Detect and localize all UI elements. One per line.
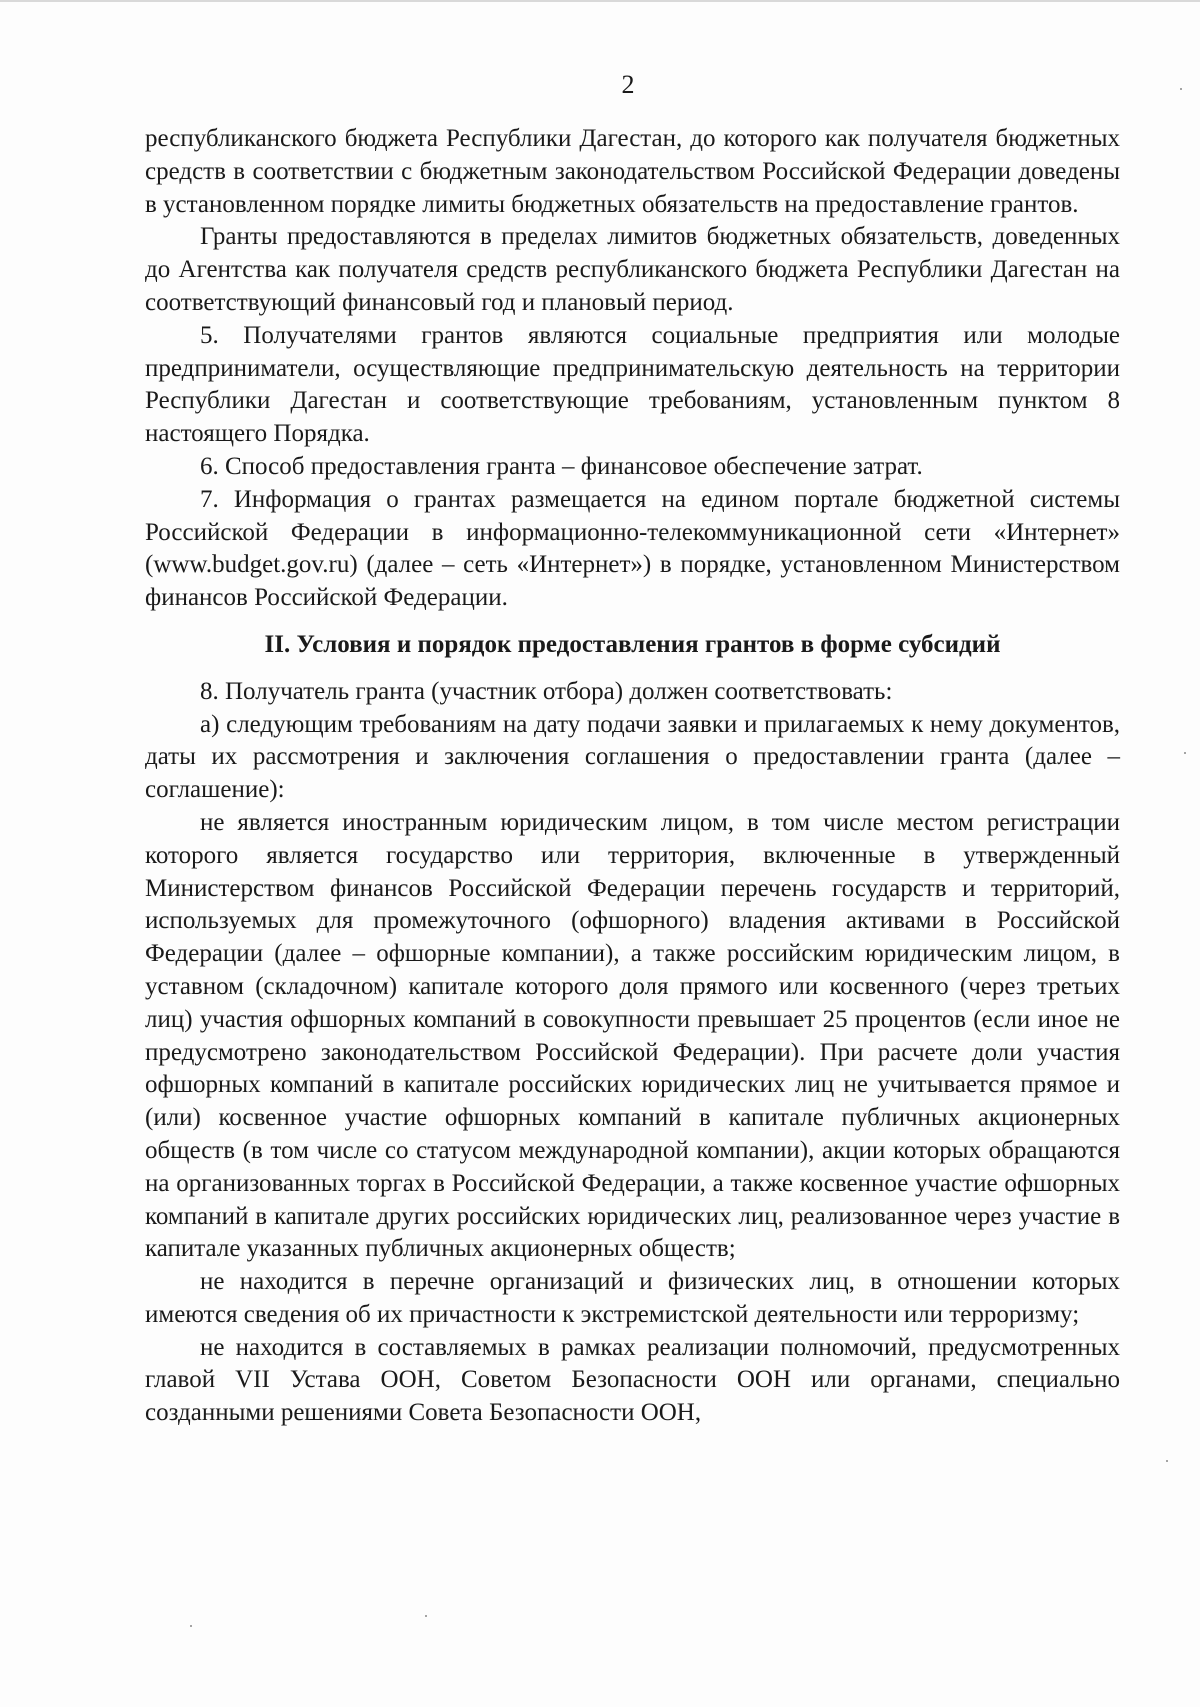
- paragraph: Гранты предоставляются в пределах лимитов бюджетных обязательств, доведенных до Агентства как получателя средств республиканского бюджета Республики Дагестан на соответствующий финансовый год и плановый период.: [145, 223, 1120, 316]
- section-heading: II. Условия и порядок предоставления грантов в форме субсидий: [264, 630, 1001, 658]
- requirement-paragraph: не находится в перечне организаций и физических лиц, в отношении которых имеются сведения об их причастности к экстремистской деятельности или терроризму;: [145, 1268, 1120, 1328]
- requirement-paragraph: не является иностранным юридическим лицом, в том числе местом регистрации которого является государство или территория, включенные в утвержденный Министерством финансов Российской Федерации перечень государств и территорий, используемых для промежуточного (офшорного) владения активами в Российской Федерации (далее – офшорные компании), а также российским юридическим лицом, в уставном (складочном) капитале которого доля прямого или косвенного (через третьих лиц) участия офшорных компаний в совокупности превышает 25 процентов (если иное не предусмотрено законодательством Российской Федерации). При расчете доли участия офшорных компаний в капитале российских юридических лиц не учитывается прямое и (или) косвенное участие офшорных компаний в капитале публичных акционерных обществ (в том числе со статусом международной компании), акции которых обращаются на организованных торгах в Российской Федерации, а также косвенное участие офшорных компаний в капитале других российских юридических лиц, реализованное через участие в капитале указанных публичных акционерных обществ;: [145, 808, 1120, 1263]
- scan-speck: [190, 1625, 192, 1627]
- scan-speck: [1166, 1460, 1168, 1462]
- page-number: 2: [621, 70, 635, 99]
- paragraph-item-8: 8. Получатель гранта (участник отбора) должен соответствовать:: [200, 677, 893, 705]
- paragraph-item-7: 7. Информация о грантах размещается на едином портале бюджетной системы Российской Федерации в информационно-телекоммуникационной сети «Интернет» (www.budget.gov.ru) (далее – сеть «Интернет») в порядке, установленном Министерством финансов Российской Федерации.: [145, 485, 1120, 612]
- scan-speck: [1184, 752, 1186, 754]
- scan-speck: [425, 1615, 427, 1617]
- document-body: [145, 123, 1120, 1430]
- scan-edge-line: [0, 0, 1200, 2]
- scan-speck: [1180, 88, 1182, 90]
- paragraph-subitem-a: а) следующим требованиям на дату подачи заявки и прилагаемых к нему документов, даты их рассмотрения и заключения соглашения о предоставлении гранта (далее – соглашение):: [145, 710, 1120, 804]
- paragraph-item-5: 5. Получателями грантов являются социальные предприятия или молодые предприниматели, осуществляющие предпринимательскую деятельность на территории Республики Дагестан и соответствующие требованиям, установленным пунктом 8 настоящего Порядка.: [145, 321, 1120, 448]
- paragraph: республиканского бюджета Республики Дагестан, до которого как получателя бюджетных средств в соответствии с бюджетным законодательством Российской Федерации доведены в установленном порядке лимиты бюджетных обязательств на предоставление грантов.: [145, 125, 1120, 218]
- paragraph-item-6: 6. Способ предоставления гранта – финансовое обеспечение затрат.: [200, 452, 923, 480]
- requirement-paragraph: не находится в составляемых в рамках реализации полномочий, предусмотренных главой VII Устава ООН, Советом Безопасности ООН или органами, специально созданными решениями Совета Безопасности ООН,: [145, 1333, 1120, 1427]
